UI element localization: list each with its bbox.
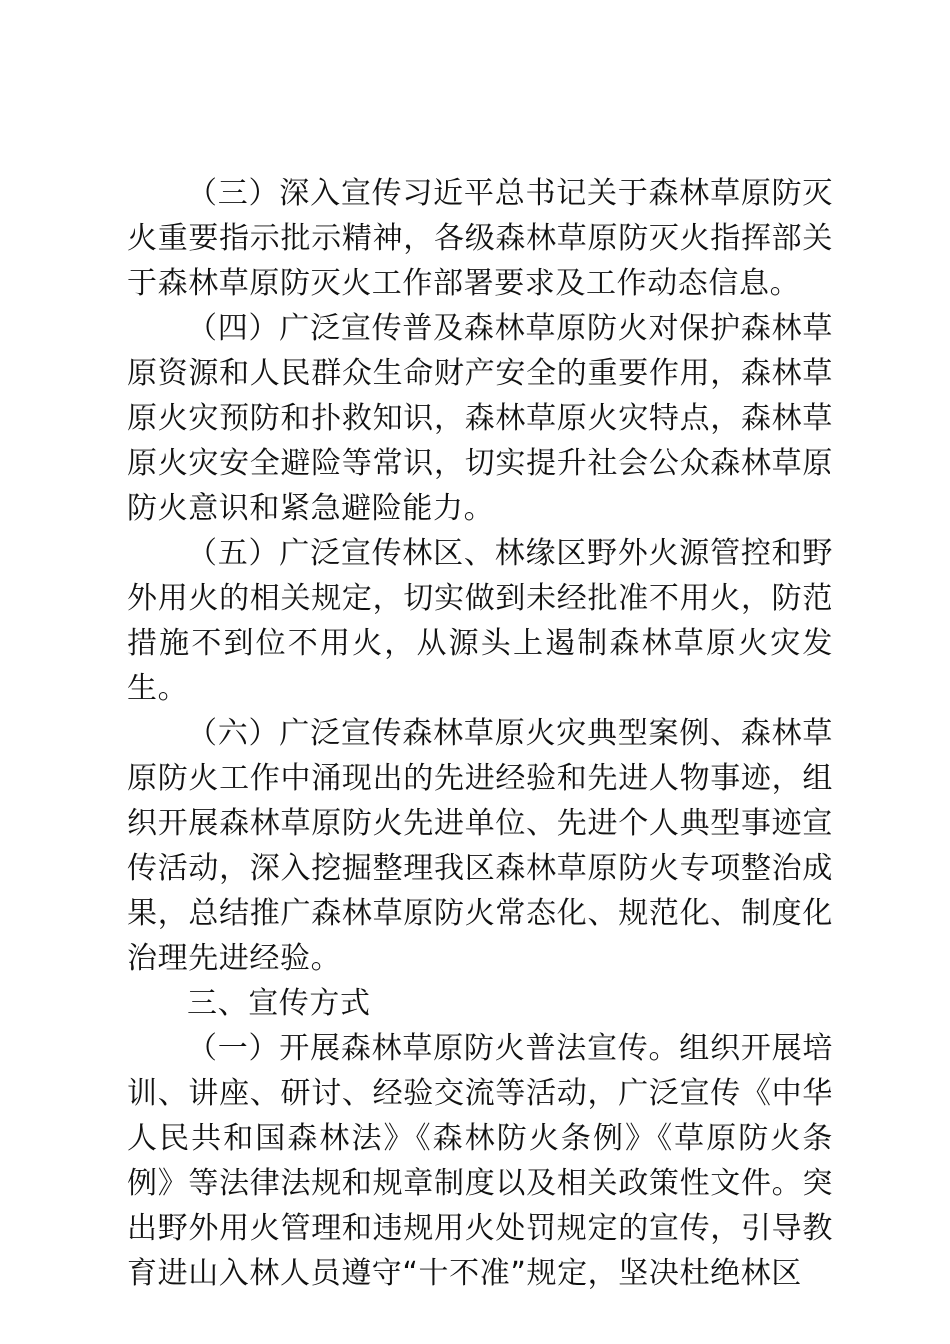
paragraph-5: （五）广泛宣传林区、林缘区野外火源管控和野外用火的相关规定，切实做到未经批准不用火，防范措施不到位不用火，从源头上遏制森林草原火灾发生。: [127, 536, 833, 706]
paragraph-4: （四）广泛宣传普及森林草原防火对保护森林草原资源和人民群众生命财产安全的重要作用，森林草原火灾预防和扑救知识，森林草原火灾特点，森林草原火灾安全避险等常识，切实提升社会公众森林草原防火意识和紧急避险能力。: [127, 311, 833, 526]
paragraph-section-3-1: （一）开展森林草原防火普法宣传。组织开展培训、讲座、研讨、经验交流等活动，广泛宣传《中华人民共和国森林法》《森林防火条例》《草原防火条例》等法律法规和规章制度以及相关政策性文件。突出野外用火管理和违规用火处罚规定的宣传，引导教育进山入林人员遵守“十不准”规定，坚决杜绝林区: [127, 1031, 833, 1291]
document-body: [127, 171, 833, 1296]
paragraph-3: （三）深入宣传习近平总书记关于森林草原防灭火重要指示批示精神，各级森林草原防灭火指挥部关于森林草原防灭火工作部署要求及工作动态信息。: [127, 176, 833, 301]
paragraph-6: （六）广泛宣传森林草原火灾典型案例、森林草原防火工作中涌现出的先进经验和先进人物事迹，组织开展森林草原防火先进单位、先进个人典型事迹宣传活动，深入挖掘整理我区森林草原防火专项整治成果，总结推广森林草原防火常态化、规范化、制度化治理先进经验。: [127, 716, 833, 976]
section-heading: 三、宣传方式: [187, 986, 371, 1021]
